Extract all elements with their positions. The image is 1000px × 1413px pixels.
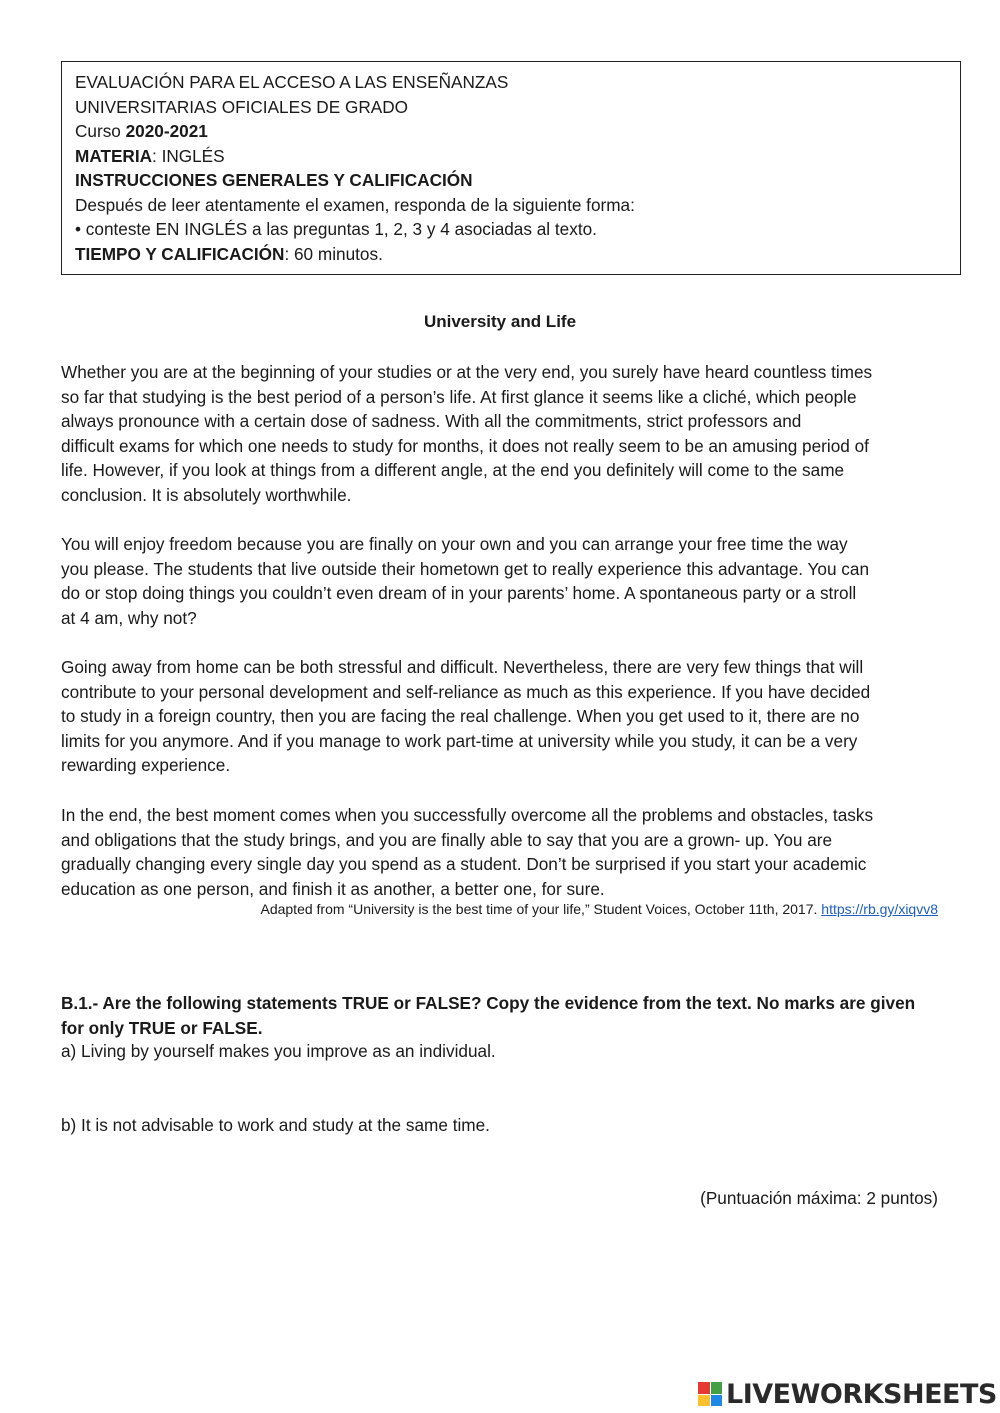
text-line: rewarding experience. — [61, 755, 231, 775]
text-line: limits for you anymore. And if you manage to work part-time at university while you study, it can be a very — [61, 730, 858, 751]
text-line: to study in a foreign country, then you are facing the real challenge. When you get used to it, there are no — [61, 706, 860, 726]
logo-tile — [698, 1395, 710, 1407]
text-line: gradually changing every single day you spend as a student. Don’t be surprised if you start your academic — [61, 854, 867, 874]
question-item-b: b) It is not advisable to work and study at the same time. — [61, 1115, 490, 1135]
course-value: 2020-2021 — [125, 121, 208, 141]
citation-link[interactable]: https://rb.gy/xiqvv8 — [821, 901, 938, 917]
logo-tile — [711, 1382, 723, 1394]
liveworksheets-brand[interactable] — [698, 1378, 997, 1410]
text-line: Going away from home can be both stressful and difficult. Nevertheless, there are very few things that will — [61, 657, 864, 677]
question-heading — [61, 991, 951, 1040]
article-citation — [0, 901, 938, 917]
course-label: Curso — [75, 121, 126, 141]
question-heading-line-1: B.1.- Are the following statements TRUE or FALSE? Copy the evidence from the text. No marks are given — [61, 993, 916, 1013]
header-line-1: EVALUACIÓN PARA EL ACCESO A LAS ENSEÑANZAS — [75, 72, 509, 92]
article-paragraph-4 — [61, 803, 951, 901]
article-paragraph-2 — [61, 532, 951, 630]
text-line: life. However, if you look at things from a different angle, at the end you definitely will come to the same — [61, 460, 845, 480]
text-line: at 4 am, why not? — [61, 607, 197, 628]
question-heading-line-2: for only TRUE or FALSE. — [61, 1017, 263, 1038]
text-line: so far that studying is the best period of a person’s life. At first glance it seems like a cliché, which people — [61, 386, 857, 407]
text-line: you please. The students that live outside their hometown get to really experience this advantage. You can — [61, 558, 870, 579]
header-time — [75, 242, 960, 267]
exam-header-box — [61, 61, 961, 275]
text-line: contribute to your personal development and self-reliance as much as this experience. If you have decided — [61, 681, 871, 702]
article-title: University and Life — [423, 312, 577, 331]
liveworksheets-logo-icon — [698, 1382, 722, 1406]
logo-tile — [711, 1395, 723, 1407]
header-course — [75, 119, 960, 144]
text-line: conclusion. It is absolutely worthwhile. — [61, 484, 352, 505]
text-line: You will enjoy freedom because you are finally on your own and you can arrange your free time the way — [61, 534, 848, 554]
text-line: always pronounce with a certain dose of sadness. With all the commitments, strict professors and — [61, 411, 802, 431]
header-bullet: • conteste EN INGLÉS a las preguntas 1, 2, 3 y 4 asociadas al texto. — [75, 219, 597, 239]
time-label: TIEMPO Y CALIFICACIÓN — [75, 243, 285, 264]
time-value: : 60 minutos. — [284, 243, 383, 264]
brand-name: LIVEWORKSHEETS — [726, 1378, 997, 1410]
text-line: Whether you are at the beginning of your studies or at the very end, you surely have heard countless times — [61, 362, 873, 382]
max-score: (Puntuación máxima: 2 puntos) — [700, 1188, 938, 1208]
subject-label: MATERIA — [75, 145, 153, 166]
text-line: In the end, the best moment comes when you successfully overcome all the problems and obstacles, tasks — [61, 805, 874, 825]
subject-value: : INGLÉS — [152, 145, 225, 166]
text-line: difficult exams for which one needs to study for months, it does not really seem to be an amusing period of — [61, 435, 869, 456]
text-line: education as one person, and finish it as another, a better one, for sure. — [61, 878, 605, 899]
question-item-a: a) Living by yourself makes you improve as an individual. — [61, 1041, 496, 1061]
article-paragraph-3 — [61, 655, 951, 778]
article-paragraph-1 — [61, 360, 951, 507]
logo-tile — [698, 1382, 710, 1394]
text-line: do or stop doing things you couldn’t even dream of in your parents’ home. A spontaneous party or a stroll — [61, 583, 857, 603]
header-instructions-title: INSTRUCCIONES GENERALES Y CALIFICACIÓN — [75, 170, 473, 190]
header-instructions-line: Después de leer atentamente el examen, responda de la siguiente forma: — [75, 194, 635, 215]
header-line-2: UNIVERSITARIAS OFICIALES DE GRADO — [75, 96, 408, 117]
header-subject — [75, 144, 960, 169]
text-line: and obligations that the study brings, and you are finally able to say that you are a grown- up. You are — [61, 829, 833, 850]
citation-text: Adapted from “University is the best time of your life,” Student Voices, October 11th, 2017. — [260, 901, 822, 917]
